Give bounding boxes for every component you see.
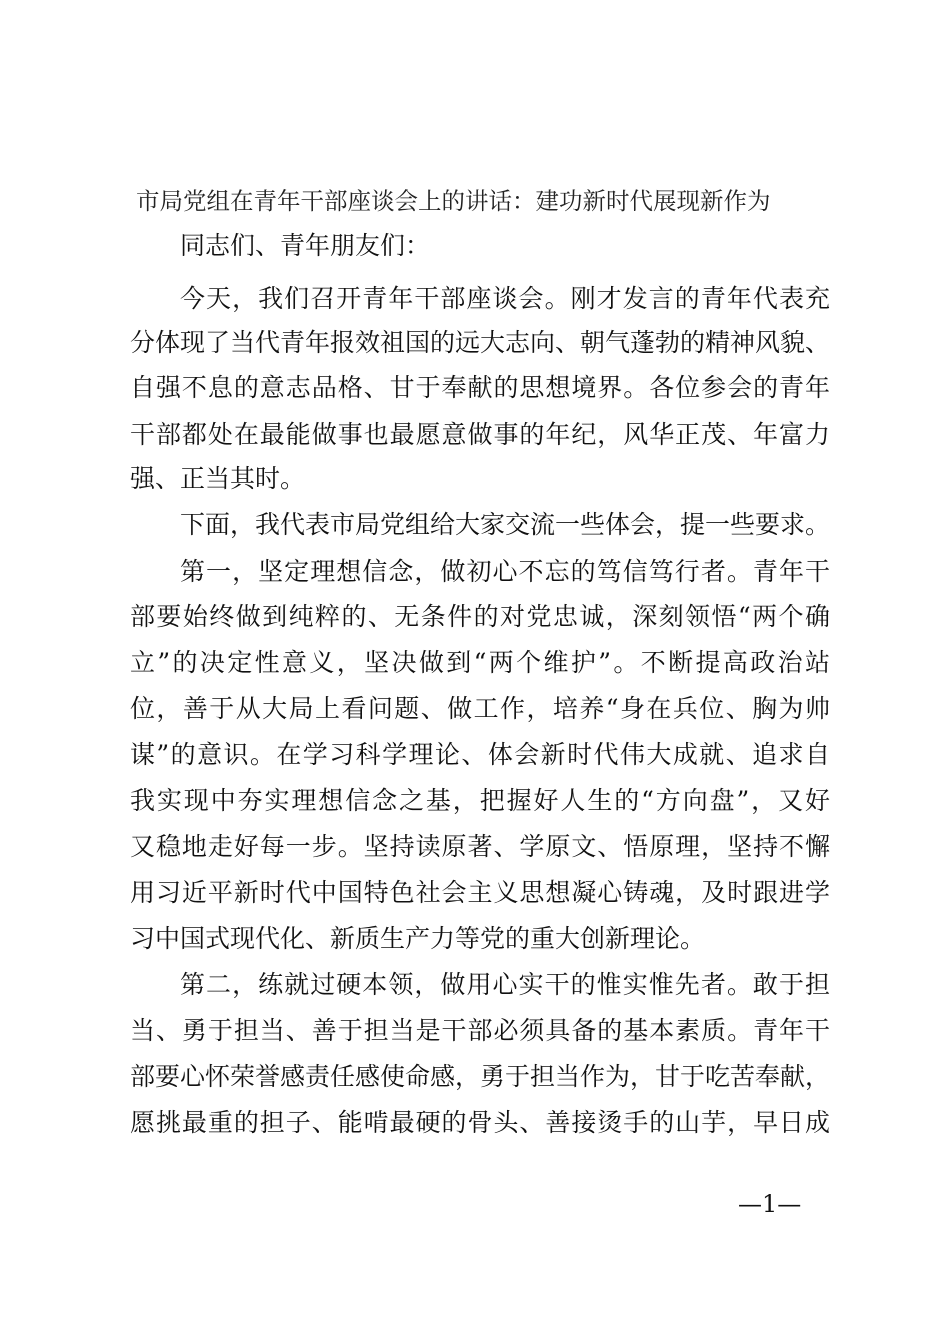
paragraph-line: 愿挑最重的担子、能啃最硬的骨头、善接烫手的山芋，早日成	[130, 1108, 830, 1137]
paragraph-line: 分体现了当代青年报效祖国的远大志向、朝气蓬勃的精神风貌、	[130, 328, 830, 357]
paragraph-line: 当、勇于担当、善于担当是干部必须具备的基本素质。青年干	[130, 1016, 830, 1045]
paragraph-line: 谋”的意识。在学习科学理论、体会新时代伟大成就、追求自	[130, 740, 830, 769]
paragraph-line: 用习近平新时代中国特色社会主义思想凝心铸魂，及时跟进学	[130, 878, 830, 907]
salutation: 同志们、青年朋友们：	[180, 231, 431, 260]
document-title: 市局党组在青年干部座谈会上的讲话：建功新时代展现新作为	[136, 187, 771, 215]
paragraph-line: 部要始终做到纯粹的、无条件的对党忠诚，深刻领悟“两个确	[130, 602, 830, 631]
paragraph-line: 又稳地走好每一步。坚持读原著、学原文、悟原理，坚持不懈	[130, 832, 830, 861]
paragraph-line: 自强不息的意志品格、甘于奉献的思想境界。各位参会的青年	[130, 373, 830, 402]
page-number: —1—	[738, 1190, 802, 1218]
paragraph-line: 我实现中夯实理想信念之基，把握好人生的“方向盘”，又好	[130, 786, 830, 815]
paragraph-line: 位，善于从大局上看问题、做工作，培养“身在兵位、胸为帅	[130, 694, 830, 723]
paragraph-line: 强、正当其时。	[130, 464, 306, 493]
paragraph-line: 今天，我们召开青年干部座谈会。刚才发言的青年代表充	[180, 284, 830, 313]
paragraph-line: 立”的决定性意义，坚决做到“两个维护”。不断提高政治站	[130, 648, 830, 677]
paragraph-line: 干部都处在最能做事也最愿意做事的年纪，风华正茂、年富力	[130, 420, 830, 449]
paragraph-line: 第一，坚定理想信念，做初心不忘的笃信笃行者。青年干	[180, 557, 830, 586]
paragraph-line: 下面，我代表市局党组给大家交流一些体会，提一些要求。	[180, 510, 830, 539]
paragraph-line: 第二，练就过硬本领，做用心实干的惟实惟先者。敢于担	[180, 970, 830, 999]
paragraph-line: 部要心怀荣誉感责任感使命感，勇于担当作为，甘于吃苦奉献，	[130, 1062, 830, 1091]
paragraph-line: 习中国式现代化、新质生产力等党的重大创新理论。	[130, 924, 706, 953]
